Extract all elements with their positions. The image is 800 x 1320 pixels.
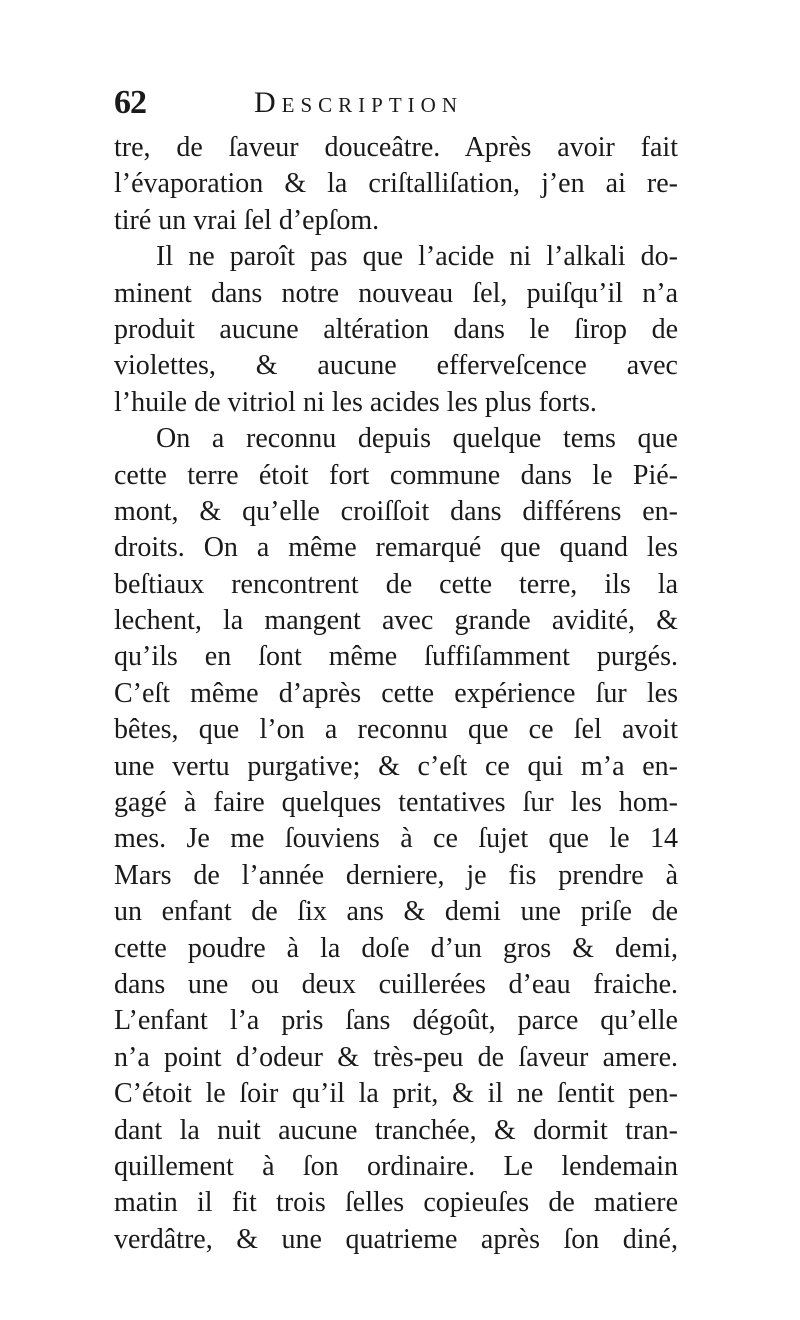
text-line: l’évaporation & la criſtalliſation, j’en ai re-	[114, 168, 678, 200]
page-number: 62	[114, 84, 146, 121]
text-line: matin il fit trois ſelles copieuſes de matiere	[114, 1187, 678, 1219]
body-text	[114, 130, 678, 1258]
running-title: Description	[254, 86, 464, 119]
text-line: beſtiaux rencontrent de cette terre, ils la	[114, 568, 678, 600]
text-line: produit aucune altération dans le ſirop de	[114, 313, 678, 345]
text-line: droits. On a même remarqué que quand les	[114, 532, 678, 564]
text-line: verdâtre, & une quatrieme après ſon diné,	[114, 1223, 678, 1255]
text-line: quillement à ſon ordinaire. Le lendemain	[114, 1150, 678, 1182]
text-line: dant la nuit aucune tranchée, & dormit tran-	[114, 1114, 678, 1146]
text-line: tre, de ſaveur douceâtre. Après avoir fait	[114, 132, 678, 163]
text-line: violettes, & aucune efferveſcence avec	[114, 350, 678, 382]
text-line: gagé à faire quelques tentatives ſur les hom-	[114, 787, 678, 819]
text-line: dans une ou deux cuillerées d’eau fraiche.	[114, 968, 678, 1000]
text-line: mont, & qu’elle croiſſoit dans différens en-	[114, 495, 678, 527]
text-line: L’enfant l’a pris ſans dégoût, parce qu’elle	[114, 1005, 678, 1037]
text-line: une vertu purgative; & c’eſt ce qui m’a en-	[114, 750, 678, 782]
text-line: Il ne paroît pas que l’acide ni l’alkali do-	[156, 241, 678, 273]
text-line: minent dans notre nouveau ſel, puiſqu’il n’a	[114, 277, 678, 309]
running-head	[114, 84, 694, 124]
text-line: un enfant de ſix ans & demi une priſe de	[114, 896, 678, 928]
text-line: cette terre étoit fort commune dans le Pié-	[114, 459, 678, 491]
text-line: mes. Je me ſouviens à ce ſujet que le 14	[114, 823, 678, 855]
text-line: C’eſt même d’après cette expérience ſur les	[114, 677, 678, 709]
text-line: C’étoit le ſoir qu’il la prit, & il ne ſentit pen-	[114, 1078, 678, 1110]
text-line: On a reconnu depuis quelque tems que	[156, 423, 678, 455]
text-line: qu’ils en ſont même ſuffiſamment purgés.	[114, 641, 678, 673]
text-line: bêtes, que l’on a reconnu que ce ſel avoit	[114, 714, 678, 746]
text-line: lechent, la mangent avec grande avidité, &	[114, 605, 678, 637]
text-line: Mars de l’année derniere, je fis prendre à	[114, 859, 678, 891]
text-line: l’huile de vitriol ni les acides les plus forts.	[114, 386, 597, 418]
text-line: n’a point d’odeur & très-peu de ſaveur amere.	[114, 1041, 678, 1073]
text-line: tiré un vrai ſel d’epſom.	[114, 204, 380, 236]
text-line: cette poudre à la doſe d’un gros & demi,	[114, 932, 678, 964]
